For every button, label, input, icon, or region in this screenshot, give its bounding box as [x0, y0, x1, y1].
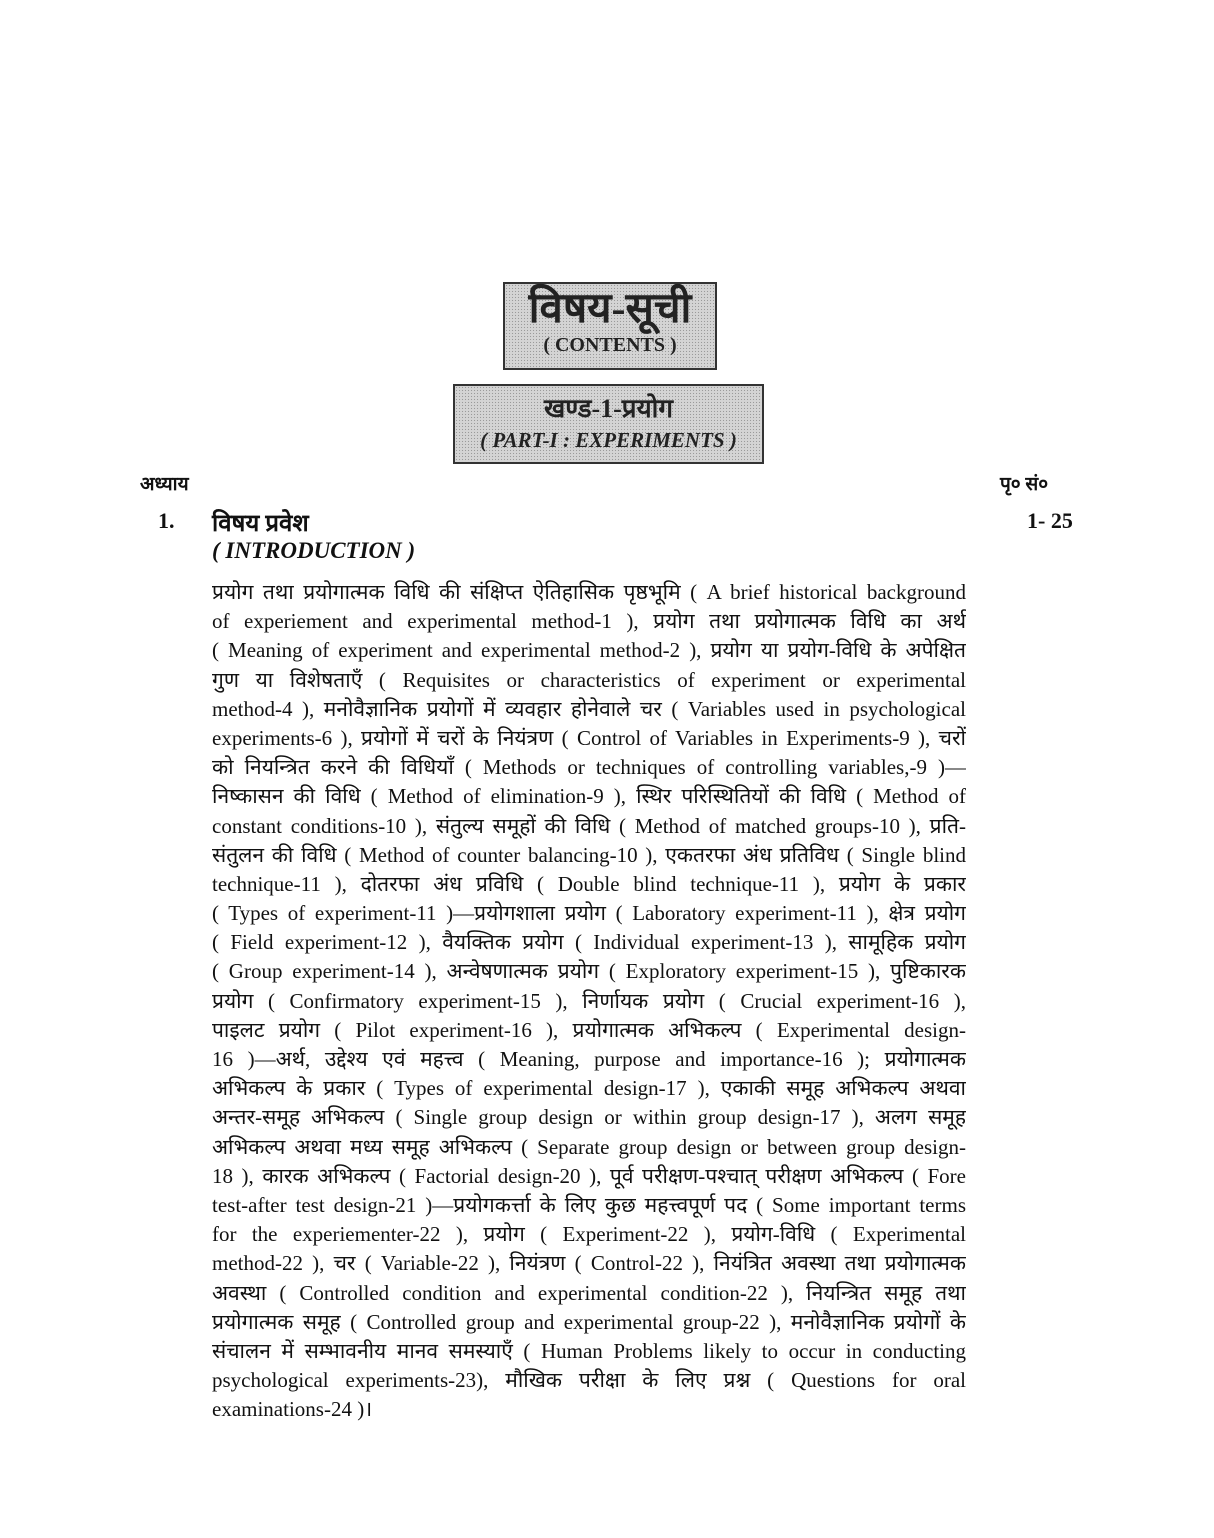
summary-line: psychological experiments-23), मौखिक परीक्षा के लिए प्रश्न ( Questions for oral	[212, 1368, 966, 1393]
summary-line: test-after test design-21 )—प्रयोगकर्त्ता के लिए कुछ महत्त्वपूर्ण पद ( Some important terms	[212, 1192, 966, 1217]
summary-line: प्रयोग ( Confirmatory experiment-15 ), निर्णायक प्रयोग ( Crucial experiment-16 ),	[212, 988, 966, 1013]
chapter-title-hindi: विषय प्रवेश	[212, 511, 309, 537]
summary-line: for the experiementer-22 ), प्रयोग ( Experiment-22 ), प्रयोग-विधि ( Experimental	[212, 1222, 966, 1247]
summary-line: experiments-6 ), प्रयोगों में चरों के नियंत्रण ( Control of Variables in Experiments-9 ), चरों	[212, 725, 966, 750]
contents-title-english: ( CONTENTS )	[543, 334, 677, 356]
summary-line: ( Group experiment-14 ), अन्वेषणात्मक प्रयोग ( Exploratory experiment-15 ), पुष्टिकारक	[212, 959, 966, 984]
chapter-summary	[212, 578, 966, 1424]
summary-line: को नियन्त्रित करने की विधियाँ ( Methods or techniques of controlling variables,-9 )—	[212, 755, 966, 780]
summary-line: पाइलट प्रयोग ( Pilot experiment-16 ), प्रयोगात्मक अभिकल्प ( Experimental design-	[212, 1017, 966, 1042]
summary-line: method-22 ), चर ( Variable-22 ), नियंत्रण ( Control-22 ), नियंत्रित अवस्था तथा प्रयोगात्मक	[212, 1251, 966, 1276]
summary-line: ( Field experiment-12 ), वैयक्तिक प्रयोग ( Individual experiment-13 ), सामूहिक प्रयोग	[212, 930, 966, 955]
summary-line: examinations-24 )।	[212, 1397, 373, 1422]
chapter-title-english: ( INTRODUCTION )	[212, 538, 416, 563]
summary-line: प्रयोगात्मक समूह ( Controlled group and experimental group-22 ), मनोवैज्ञानिक प्रयोगों के	[212, 1309, 966, 1334]
summary-line: अभिकल्प अथवा मध्य समूह अभिकल्प ( Separate group design or between group design-	[212, 1134, 966, 1159]
summary-line: संचालन में सम्भावनीय मानव समस्याएँ ( Human Problems likely to occur in conducting	[212, 1338, 966, 1363]
summary-line: गुण या विशेषताएँ ( Requisites or characteristics of experiment or experimental	[212, 667, 966, 692]
summary-line: निष्कासन की विधि ( Method of elimination-9 ), स्थिर परिस्थितियों की विधि ( Method of	[212, 784, 966, 809]
summary-line: प्रयोग तथा प्रयोगात्मक विधि की संक्षिप्त ऐतिहासिक पृष्ठभूमि ( A brief historical background	[212, 580, 966, 604]
summary-line: of experiement and experimental method-1 ), प्रयोग तथा प्रयोगात्मक विधि का अर्थ	[212, 609, 966, 634]
chapter-page-range: 1- 25	[1027, 508, 1073, 533]
contents-title-hindi: विषय-सूची	[528, 286, 692, 332]
summary-line: technique-11 ), दोतरफा अंध प्रविधि ( Double blind technique-11 ), प्रयोग के प्रकार	[212, 871, 966, 896]
summary-line: अन्तर-समूह अभिकल्प ( Single group design or within group design-17 ), अलग समूह	[212, 1105, 966, 1130]
summary-line: ( Meaning of experiment and experimental method-2 ), प्रयोग या प्रयोग-विधि के अपेक्षित	[212, 638, 966, 663]
contents-title-box	[503, 282, 717, 370]
chapter-column-heading: अध्याय	[140, 474, 189, 495]
summary-line: constant conditions-10 ), संतुल्य समूहों की विधि ( Method of matched groups-10 ), प्रति-	[212, 813, 966, 838]
summary-line: 16 )—अर्थ, उद्देश्य एवं महत्त्व ( Meaning, purpose and importance-16 ); प्रयोगात्मक	[212, 1047, 966, 1071]
summary-line: अभिकल्प के प्रकार ( Types of experimental design-17 ), एकाकी समूह अभिकल्प अथवा	[212, 1076, 966, 1101]
summary-line: 18 ), कारक अभिकल्प ( Factorial design-20 ), पूर्व परीक्षण-पश्चात् परीक्षण अभिकल्प ( Fore	[212, 1163, 966, 1188]
summary-line: संतुलन की विधि ( Method of counter balancing-10 ), एकतरफा अंध प्रतिविध ( Single blind	[212, 842, 966, 867]
part-title-box	[453, 384, 764, 464]
part-title-english: ( PART-I : EXPERIMENTS )	[480, 428, 737, 452]
summary-line: ( Types of experiment-11 )—प्रयोगशाला प्रयोग ( Laboratory experiment-11 ), क्षेत्र प्रयोग	[212, 901, 966, 926]
page-column-heading: पृ० सं०	[1000, 474, 1049, 495]
part-title-hindi: खण्ड-1-प्रयोग	[543, 394, 674, 423]
summary-line: अवस्था ( Controlled condition and experimental condition-22 ), नियन्त्रित समूह तथा	[212, 1280, 966, 1305]
chapter-number: 1.	[158, 508, 175, 533]
summary-line: method-4 ), मनोवैज्ञानिक प्रयोगों में व्यवहार होनेवाले चर ( Variables used in psychological	[212, 696, 966, 721]
